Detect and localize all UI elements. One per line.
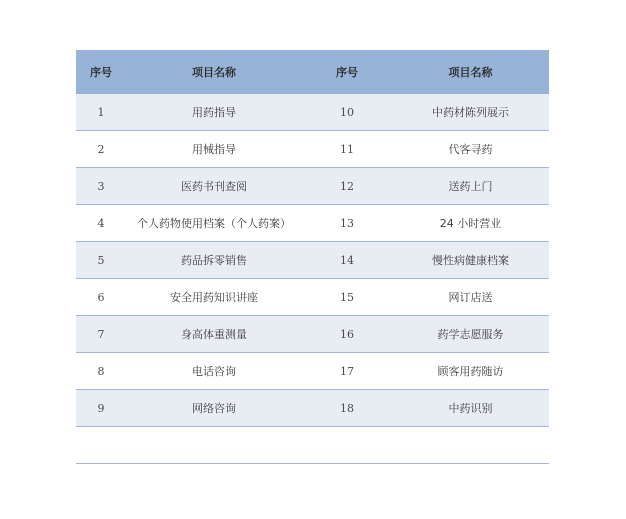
item-name-cell: 身高体重测量 bbox=[126, 316, 302, 353]
serial-cell: 4 bbox=[76, 205, 126, 242]
empty-cell bbox=[126, 427, 302, 464]
empty-cell bbox=[392, 427, 549, 464]
serial-cell: 16 bbox=[302, 316, 392, 353]
serial-cell: 3 bbox=[76, 168, 126, 205]
table-row bbox=[76, 205, 549, 242]
item-name-cell: 送药上门 bbox=[392, 168, 549, 205]
serial-cell: 13 bbox=[302, 205, 392, 242]
table-row bbox=[76, 279, 549, 316]
table-row bbox=[76, 131, 549, 168]
serial-cell: 2 bbox=[76, 131, 126, 168]
service-items-table bbox=[76, 50, 549, 464]
serial-cell: 17 bbox=[302, 353, 392, 390]
serial-cell: 14 bbox=[302, 242, 392, 279]
empty-table-row bbox=[76, 427, 549, 464]
serial-cell: 10 bbox=[302, 94, 392, 131]
table-header-row bbox=[76, 50, 549, 94]
item-name-cell: 网络咨询 bbox=[126, 390, 302, 427]
empty-cell bbox=[76, 427, 126, 464]
item-name-cell: 用械指导 bbox=[126, 131, 302, 168]
serial-cell: 11 bbox=[302, 131, 392, 168]
empty-cell bbox=[302, 427, 392, 464]
serial-cell: 6 bbox=[76, 279, 126, 316]
table-row bbox=[76, 168, 549, 205]
table-row bbox=[76, 316, 549, 353]
item-name-cell: 慢性病健康档案 bbox=[392, 242, 549, 279]
item-name-cell: 24 小时营业 bbox=[392, 205, 549, 242]
item-name-cell: 中药识别 bbox=[392, 390, 549, 427]
item-name-cell: 顾客用药随访 bbox=[392, 353, 549, 390]
item-name-cell: 医药书刊查阅 bbox=[126, 168, 302, 205]
serial-cell: 15 bbox=[302, 279, 392, 316]
serial-cell: 7 bbox=[76, 316, 126, 353]
item-name-cell: 中药材陈列展示 bbox=[392, 94, 549, 131]
item-name-cell: 代客寻药 bbox=[392, 131, 549, 168]
item-name-cell: 网订店送 bbox=[392, 279, 549, 316]
header-item-name-1: 项目名称 bbox=[126, 50, 302, 94]
header-item-name-2: 项目名称 bbox=[392, 50, 549, 94]
serial-cell: 9 bbox=[76, 390, 126, 427]
serial-cell: 12 bbox=[302, 168, 392, 205]
item-name-cell: 用药指导 bbox=[126, 94, 302, 131]
table-row bbox=[76, 390, 549, 427]
item-name-cell: 药品拆零销售 bbox=[126, 242, 302, 279]
header-serial-1: 序号 bbox=[76, 50, 126, 94]
item-name-cell: 电话咨询 bbox=[126, 353, 302, 390]
serial-cell: 18 bbox=[302, 390, 392, 427]
item-name-cell: 药学志愿服务 bbox=[392, 316, 549, 353]
table-row bbox=[76, 94, 549, 131]
item-name-cell: 安全用药知识讲座 bbox=[126, 279, 302, 316]
serial-cell: 8 bbox=[76, 353, 126, 390]
serial-cell: 1 bbox=[76, 94, 126, 131]
table-row bbox=[76, 353, 549, 390]
header-serial-2: 序号 bbox=[302, 50, 392, 94]
table-row bbox=[76, 242, 549, 279]
item-name-cell: 个人药物使用档案（个人药案） bbox=[126, 205, 302, 242]
serial-cell: 5 bbox=[76, 242, 126, 279]
